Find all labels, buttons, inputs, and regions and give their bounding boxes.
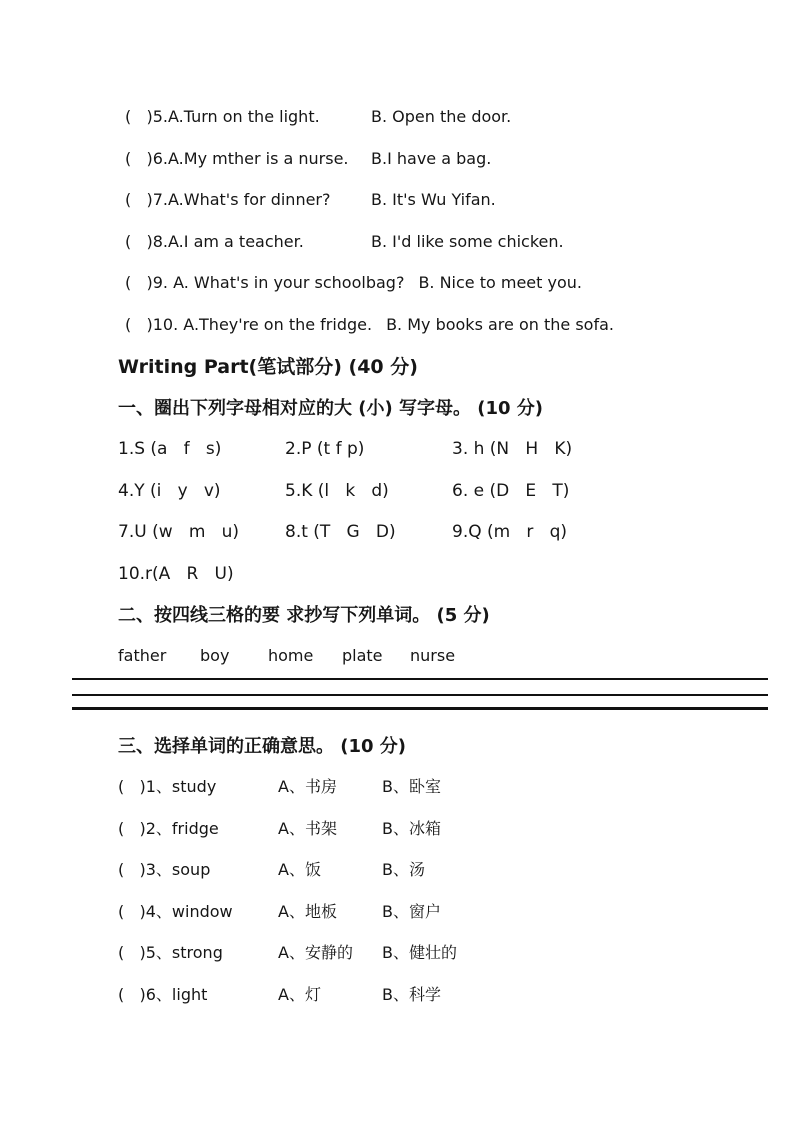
letter-item: 4.Y (i y v) (118, 480, 221, 501)
choice-a: A、地板 (278, 901, 337, 921)
question-text: ( )1、study (118, 777, 217, 796)
letter-circle-exercise (118, 438, 773, 586)
listening-item (118, 314, 773, 336)
letter-item: 10.r(A R U) (118, 563, 234, 584)
choice-a: A、书房 (278, 777, 337, 796)
letter-item: 1.S (a f s) (118, 439, 222, 459)
writing-line-baseline (72, 707, 768, 710)
word-meaning-item (118, 859, 773, 881)
word-meaning-item (118, 901, 773, 923)
letter-item: 7.U (w m u) (118, 522, 239, 542)
option-b-text: B. I'd like some chicken. (371, 231, 564, 251)
choice-b: B、汤 (382, 860, 425, 879)
copy-word: nurse (410, 646, 456, 665)
copy-word: father (118, 646, 167, 665)
letters-row (118, 480, 773, 503)
choice-a: A、灯 (278, 984, 321, 1004)
question-text: ( )4、window (118, 901, 233, 921)
section-one-heading: 一、圈出下列字母相对应的大 (小) 写字母。 (10 分) (118, 398, 544, 419)
option-b-text: B.I have a bag. (371, 148, 492, 168)
letters-row (118, 521, 773, 544)
question-text: ( )3、soup (118, 860, 211, 879)
letter-item: 2.P (t f p) (285, 439, 365, 459)
listening-item (118, 231, 773, 253)
copy-words-row (118, 645, 773, 667)
listening-matching-section (118, 106, 773, 336)
choice-b: B、科学 (382, 984, 441, 1004)
letters-row (118, 563, 773, 586)
choice-b: B、冰箱 (382, 818, 441, 838)
letter-item: 6. e (D E T) (452, 480, 570, 501)
question-text: ( )2、fridge (118, 818, 219, 838)
letters-row (118, 438, 773, 461)
question-text: ( )5、strong (118, 943, 223, 962)
choice-a: A、安静的 (278, 943, 353, 962)
option-b-text: B. Nice to meet you. (418, 273, 582, 292)
word-meaning-item (118, 942, 773, 964)
word-meaning-item (118, 776, 773, 798)
writing-grid (72, 667, 768, 713)
option-a-text: ( )8.A.I am a teacher. (125, 231, 304, 251)
letter-item: 5.K (l k d) (285, 480, 389, 501)
option-b-text: B. My books are on the sofa. (386, 314, 614, 334)
word-meaning-item (118, 818, 773, 840)
writing-line-middle (72, 694, 768, 696)
copy-word: boy (200, 646, 230, 665)
letter-item: 3. h (N H K) (452, 439, 573, 459)
writing-part-heading: Writing Part(笔试部分) (40 分) (118, 356, 418, 378)
option-a-text: ( )5.A.Turn on the light. (125, 107, 320, 126)
option-a-text: ( )10. A.They're on the fridge. (125, 314, 373, 334)
question-text: ( )6、light (118, 984, 208, 1004)
listening-item (118, 272, 773, 294)
option-a-text: ( )7.A.What's for dinner? (125, 190, 331, 209)
listening-item (118, 189, 773, 211)
word-meaning-item (118, 984, 773, 1006)
choice-b: B、窗户 (382, 901, 441, 921)
letter-item: 8.t (T G D) (285, 522, 396, 542)
option-a-text: ( )6.A.My mther is a nurse. (125, 148, 349, 168)
writing-line-top (72, 678, 768, 680)
listening-item (118, 148, 773, 170)
option-b-text: B. Open the door. (371, 107, 512, 126)
letter-item: 9.Q (m r q) (452, 522, 568, 542)
choice-a: A、书架 (278, 818, 337, 838)
copy-word: plate (342, 646, 383, 665)
choice-b: B、卧室 (382, 777, 441, 796)
choice-a: A、饭 (278, 860, 321, 879)
section-three-heading: 三、选择单词的正确意思。 (10 分) (118, 736, 407, 757)
word-meaning-exercise (118, 776, 773, 1006)
copy-word: home (268, 646, 314, 665)
choice-b: B、健壮的 (382, 943, 457, 962)
section-two-heading: 二、按四线三格的要 求抄写下列单词。 (5 分) (118, 605, 490, 626)
listening-item (118, 106, 773, 128)
option-b-text: B. It's Wu Yifan. (371, 190, 496, 209)
option-a-text: ( )9. A. What's in your schoolbag? (125, 273, 405, 292)
